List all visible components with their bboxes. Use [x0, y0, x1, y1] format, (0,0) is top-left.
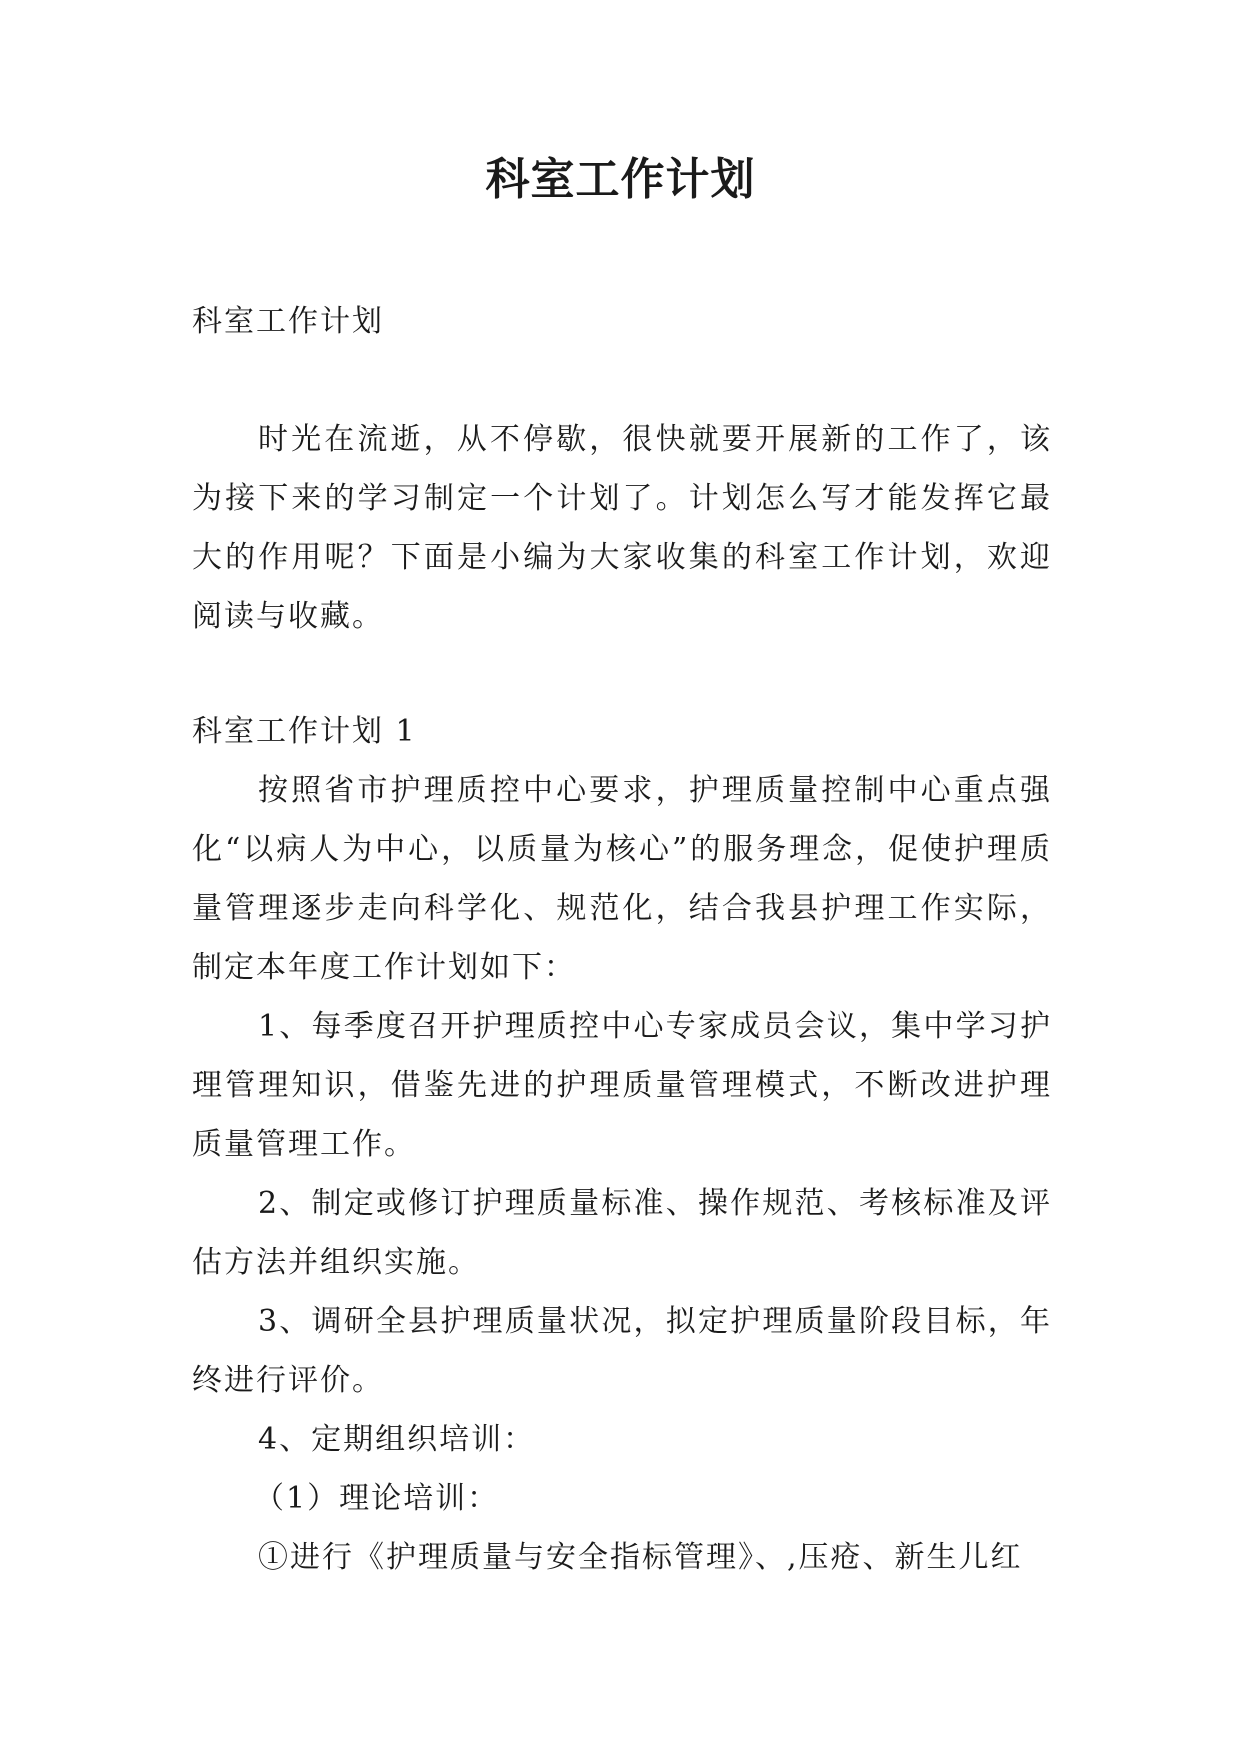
- body-paragraph: 3、调研全县护理质量状况，拟定护理质量阶段目标，年终进行评价。: [192, 1304, 1052, 1398]
- section-heading: 科室工作计划 1: [192, 714, 417, 749]
- body-paragraph: 按照省市护理质控中心要求，护理质量控制中心重点强化“以病人为中心，以质量为核心”的服务理念，促使护理质量管理逐步走向科学化、规范化，结合我县护理工作实际，制定本年度工作计划如下：: [192, 773, 1052, 985]
- body-paragraph: 2、制定或修订护理质量标准、操作规范、考核标准及评估方法并组织实施。: [192, 1186, 1052, 1280]
- intro-paragraph: 时光在流逝，从不停歇，很快就要开展新的工作了，该为接下来的学习制定一个计划了。计划怎么写才能发挥它最大的作用呢？下面是小编为大家收集的科室工作计划，欢迎阅读与收藏。: [192, 422, 1052, 634]
- document-title: 科室工作计划: [485, 154, 756, 205]
- body-paragraph: ①进行《护理质量与安全指标管理》、,压疮、新生儿红: [258, 1540, 1023, 1575]
- document-body: [192, 292, 1052, 1587]
- body-paragraph: （1）理论培训：: [254, 1481, 500, 1516]
- body-paragraph: 1、每季度召开护理质控中心专家成员会议，集中学习护理管理知识，借鉴先进的护理质量管理模式，不断改进护理质量管理工作。: [192, 1009, 1052, 1162]
- document-subtitle: 科室工作计划: [192, 304, 384, 339]
- body-paragraph: 4、定期组织培训：: [258, 1422, 536, 1457]
